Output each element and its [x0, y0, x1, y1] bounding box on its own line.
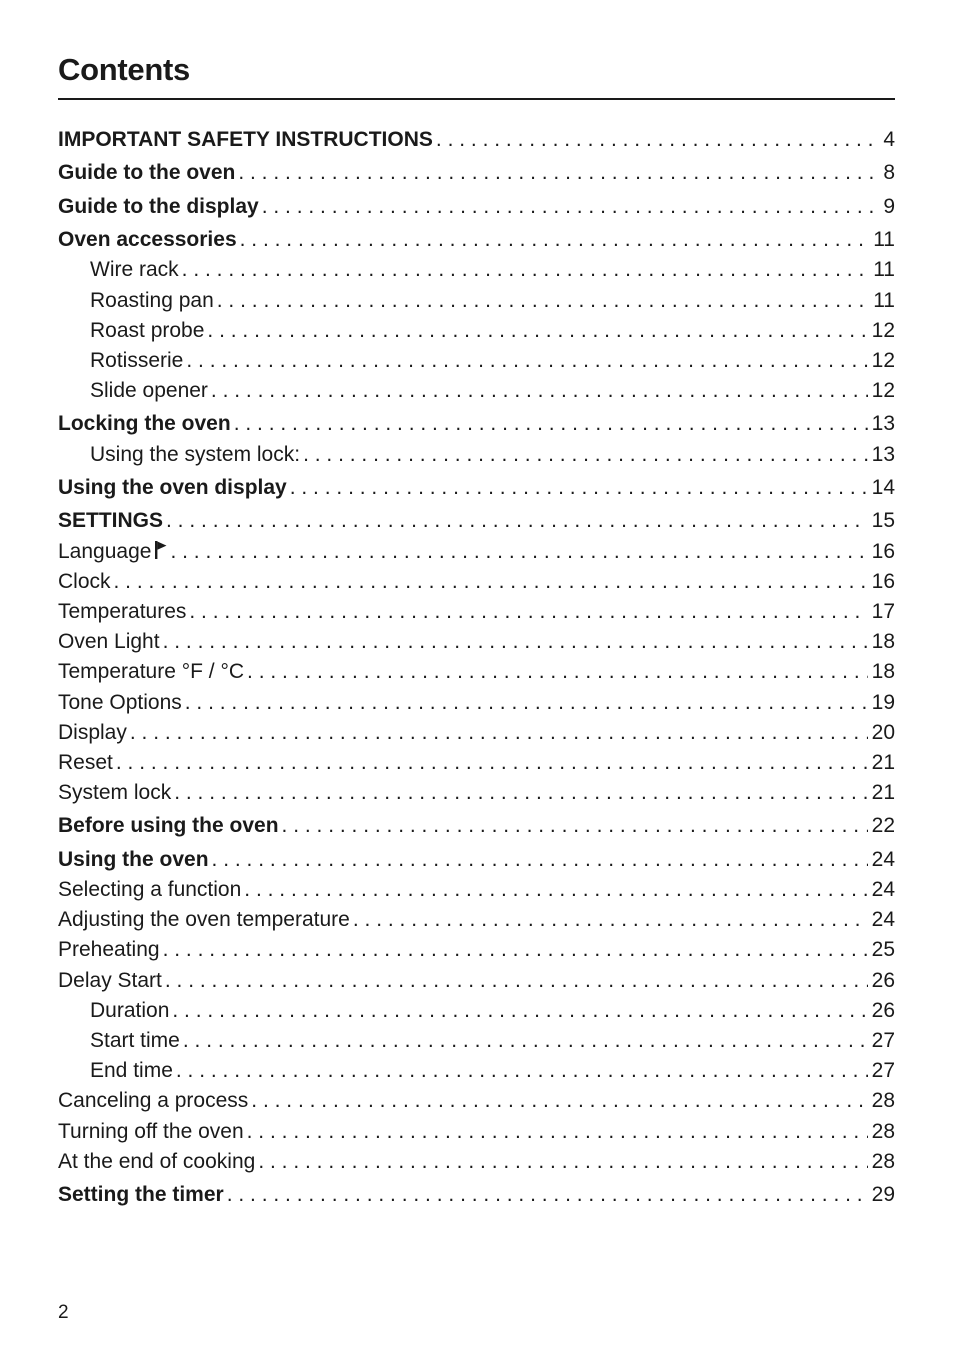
toc-entry-label-text: Before using the oven: [58, 814, 279, 838]
toc-leader-dots: [209, 845, 868, 875]
toc-entry-page: 21: [871, 750, 895, 774]
toc-entry-label: [58, 778, 171, 808]
toc-entry-page: 14: [871, 476, 895, 499]
toc-entry-page: 16: [871, 569, 895, 593]
toc-entry-label-text: Clock: [58, 569, 111, 593]
toc-entry-page: 24: [871, 878, 895, 901]
toc-entry-label-text: Duration: [90, 998, 170, 1022]
toc-leader-dots: [163, 506, 868, 536]
toc-leader-dots: [235, 158, 879, 188]
toc-leader-dots: [241, 875, 867, 905]
toc-entry-label: [58, 1056, 173, 1086]
toc-leader-dots: [186, 597, 867, 627]
toc-leader-dots: [160, 935, 868, 965]
toc-entry[interactable]: [58, 473, 895, 503]
toc-entry-label: [58, 811, 279, 841]
toc-entry-label: [58, 1147, 255, 1177]
toc-entry-page: 28: [871, 1119, 895, 1143]
toc-entry-page: 16: [871, 539, 895, 563]
toc-entry-label-text: Reset: [58, 750, 113, 774]
toc-entry-label-text: Selecting a function: [58, 878, 242, 901]
toc-entry[interactable]: [58, 778, 895, 808]
toc-leader-dots: [231, 409, 868, 439]
toc-entry[interactable]: [58, 158, 895, 188]
toc-entry-page: 24: [871, 847, 895, 871]
toc-entry[interactable]: [58, 1056, 895, 1086]
toc-entry-label-text: Start time: [90, 1028, 180, 1052]
toc-entry-label-text: Oven Light: [58, 630, 160, 654]
toc-entry-label: [58, 286, 214, 316]
toc-entry[interactable]: [58, 125, 895, 155]
toc-entry-page: 11: [873, 258, 895, 282]
toc-leader-dots: [255, 1147, 867, 1177]
toc-entry[interactable]: [58, 845, 895, 875]
toc-entry-page: 11: [873, 288, 895, 312]
toc-entry-label: [58, 1180, 224, 1210]
toc-entry-label: [58, 192, 259, 222]
toc-entry[interactable]: [58, 811, 895, 841]
toc-entry[interactable]: [58, 935, 895, 965]
toc-entry-page: 24: [871, 908, 895, 932]
toc-entry-label: [58, 748, 113, 778]
toc-entry[interactable]: [58, 996, 895, 1026]
toc-entry[interactable]: [58, 409, 895, 439]
toc-entry-label-text: SETTINGS: [58, 509, 164, 533]
toc-entry[interactable]: [58, 875, 895, 905]
toc-entry[interactable]: [58, 567, 895, 597]
toc-entry-label-text: Roast probe: [90, 318, 205, 342]
toc-leader-dots: [244, 657, 868, 687]
toc-entry[interactable]: [58, 1086, 895, 1116]
toc-entry[interactable]: [58, 225, 895, 255]
toc-entry-page: 12: [871, 348, 895, 372]
toc-entry[interactable]: [58, 1117, 895, 1147]
toc-entry-label: [58, 567, 111, 597]
toc-entry-label: [58, 537, 167, 567]
toc-entry-page: 19: [871, 690, 895, 714]
toc-entry-label: [58, 627, 160, 657]
toc-entry[interactable]: [58, 657, 895, 687]
toc-entry-label: [58, 316, 204, 346]
toc-leader-dots: [167, 537, 867, 567]
toc-entry[interactable]: [58, 506, 895, 536]
toc-entry[interactable]: [58, 688, 895, 718]
toc-entry-label-text: At the end of cooking: [58, 1149, 256, 1173]
toc-entry-label-text: Turning off the oven: [58, 1119, 244, 1143]
toc-entry-page: 4: [883, 128, 895, 151]
table-of-contents: [58, 125, 895, 1210]
toc-leader-dots: [180, 1026, 868, 1056]
toc-entry-label-text: Adjusting the oven temperature: [58, 908, 350, 932]
toc-leader-dots: [300, 440, 868, 470]
toc-entry-label-text: Roasting pan: [90, 288, 214, 312]
toc-entry-page: 27: [871, 1028, 895, 1052]
toc-leader-dots: [259, 192, 880, 222]
toc-leader-dots: [113, 748, 868, 778]
toc-leader-dots: [162, 966, 868, 996]
toc-entry[interactable]: [58, 192, 895, 222]
toc-leader-dots: [171, 778, 867, 808]
toc-entry-label-text: Preheating: [58, 938, 160, 962]
toc-entry-label: [58, 346, 183, 376]
toc-entry-label-text: Wire rack: [90, 258, 179, 282]
toc-entry-page: 15: [871, 509, 895, 533]
toc-entry-label: [58, 225, 237, 255]
toc-entry[interactable]: [58, 1180, 895, 1210]
toc-entry[interactable]: [58, 627, 895, 657]
toc-entry[interactable]: [58, 376, 895, 406]
toc-entry-page: 20: [871, 720, 895, 744]
toc-entry-label-text: Using the system lock:: [90, 442, 301, 466]
toc-leader-dots: [204, 316, 867, 346]
toc-entry-label: [58, 1026, 180, 1056]
toc-entry-page: 17: [871, 599, 895, 623]
toc-leader-dots: [433, 125, 879, 155]
toc-entry-label: [58, 1086, 248, 1116]
toc-leader-dots: [182, 688, 868, 718]
toc-entry-label-text: IMPORTANT SAFETY INSTRUCTIONS: [58, 128, 433, 151]
toc-entry-page: 28: [871, 1149, 895, 1173]
toc-entry-page: 12: [871, 318, 895, 342]
toc-entry-label: [58, 905, 350, 935]
toc-entry[interactable]: [58, 1026, 895, 1056]
toc-entry-page: 28: [871, 1089, 895, 1113]
toc-entry-page: 13: [871, 412, 895, 436]
toc-entry-label-text: Temperature °F / °C: [58, 660, 245, 684]
toc-entry-label-text: Canceling a process: [58, 1089, 249, 1113]
toc-leader-dots: [244, 1117, 868, 1147]
toc-entry-label: [58, 875, 241, 905]
toc-leader-dots: [169, 996, 867, 1026]
toc-leader-dots: [111, 567, 868, 597]
toc-entry-page: 25: [871, 938, 895, 962]
toc-entry[interactable]: [58, 537, 895, 567]
toc-entry-label-text: Guide to the oven: [58, 161, 236, 185]
toc-entry-label-text: Language: [58, 539, 152, 563]
toc-leader-dots: [160, 627, 868, 657]
footer-page-number: 2: [58, 1302, 69, 1323]
toc-entry-page: 18: [871, 630, 895, 654]
toc-entry[interactable]: [58, 346, 895, 376]
toc-entry[interactable]: [58, 905, 895, 935]
toc-entry-label-text: Locking the oven: [58, 412, 231, 436]
toc-entry-page: 29: [871, 1183, 895, 1207]
toc-entry-label: [58, 506, 163, 536]
toc-entry[interactable]: [58, 440, 895, 470]
toc-entry-label: [58, 935, 160, 965]
toc-entry[interactable]: [58, 966, 895, 996]
toc-entry-label-text: Guide to the display: [58, 194, 259, 218]
title-divider: [58, 98, 895, 100]
toc-leader-dots: [127, 718, 868, 748]
toc-entry-label-text: Oven accessories: [58, 228, 237, 252]
toc-entry-label-text: End time: [90, 1059, 173, 1083]
toc-entry-page: 18: [871, 660, 895, 684]
toc-entry-label-text: Temperatures: [58, 599, 187, 623]
toc-entry-label-text: Setting the timer: [58, 1183, 224, 1207]
toc-entry[interactable]: [58, 316, 895, 346]
toc-leader-dots: [173, 1056, 868, 1086]
toc-entry-page: 13: [871, 442, 895, 466]
toc-entry[interactable]: [58, 286, 895, 316]
toc-entry-label: [58, 376, 208, 406]
toc-entry-label-text: Using the oven: [58, 847, 209, 871]
toc-entry-label: [58, 440, 300, 470]
toc-entry-label: [58, 657, 244, 687]
toc-entry[interactable]: [58, 1147, 895, 1177]
toc-entry-label: [58, 688, 182, 718]
toc-entry[interactable]: [58, 597, 895, 627]
toc-leader-dots: [208, 376, 868, 406]
toc-entry[interactable]: [58, 718, 895, 748]
toc-entry-page: 26: [871, 998, 895, 1022]
toc-entry-page: 26: [871, 968, 895, 992]
toc-entry-label-text: Delay Start: [58, 968, 162, 992]
toc-entry-label: [58, 718, 127, 748]
toc-entry-label-text: Using the oven display: [58, 476, 287, 499]
toc-entry[interactable]: [58, 255, 895, 285]
toc-entry-label: [58, 255, 179, 285]
toc-entry-page: 22: [871, 814, 895, 838]
toc-entry-label-text: Slide opener: [90, 379, 208, 403]
toc-leader-dots: [237, 225, 870, 255]
toc-entry-label-text: Display: [58, 720, 127, 744]
toc-entry-label: [58, 996, 169, 1026]
toc-entry[interactable]: [58, 748, 895, 778]
toc-entry-label: [58, 158, 235, 188]
toc-leader-dots: [279, 811, 868, 841]
toc-entry-label: [58, 845, 209, 875]
toc-entry-label-text: Rotisserie: [90, 348, 184, 372]
toc-entry-page: 12: [871, 379, 895, 403]
toc-leader-dots: [183, 346, 867, 376]
toc-leader-dots: [248, 1086, 867, 1116]
toc-entry-label-text: System lock: [58, 781, 172, 805]
toc-leader-dots: [214, 286, 869, 316]
toc-leader-dots: [224, 1180, 868, 1210]
toc-entry-page: 21: [871, 781, 895, 805]
toc-leader-dots: [350, 905, 868, 935]
toc-entry-page: 27: [871, 1059, 895, 1083]
toc-entry-label: [58, 597, 186, 627]
toc-entry-label: [58, 1117, 244, 1147]
toc-entry-page: 9: [883, 194, 895, 218]
toc-entry-label-text: Tone Options: [58, 690, 182, 714]
toc-entry-label: [58, 125, 433, 155]
toc-entry-label: [58, 409, 231, 439]
toc-entry-label: [58, 966, 162, 996]
toc-entry-label: [58, 473, 287, 503]
flag-icon: [155, 541, 167, 559]
toc-leader-dots: [287, 473, 868, 503]
toc-entry-page: 11: [873, 228, 895, 252]
toc-leader-dots: [179, 255, 870, 285]
page-title: Contents: [58, 52, 190, 87]
toc-entry-page: 8: [883, 161, 895, 185]
